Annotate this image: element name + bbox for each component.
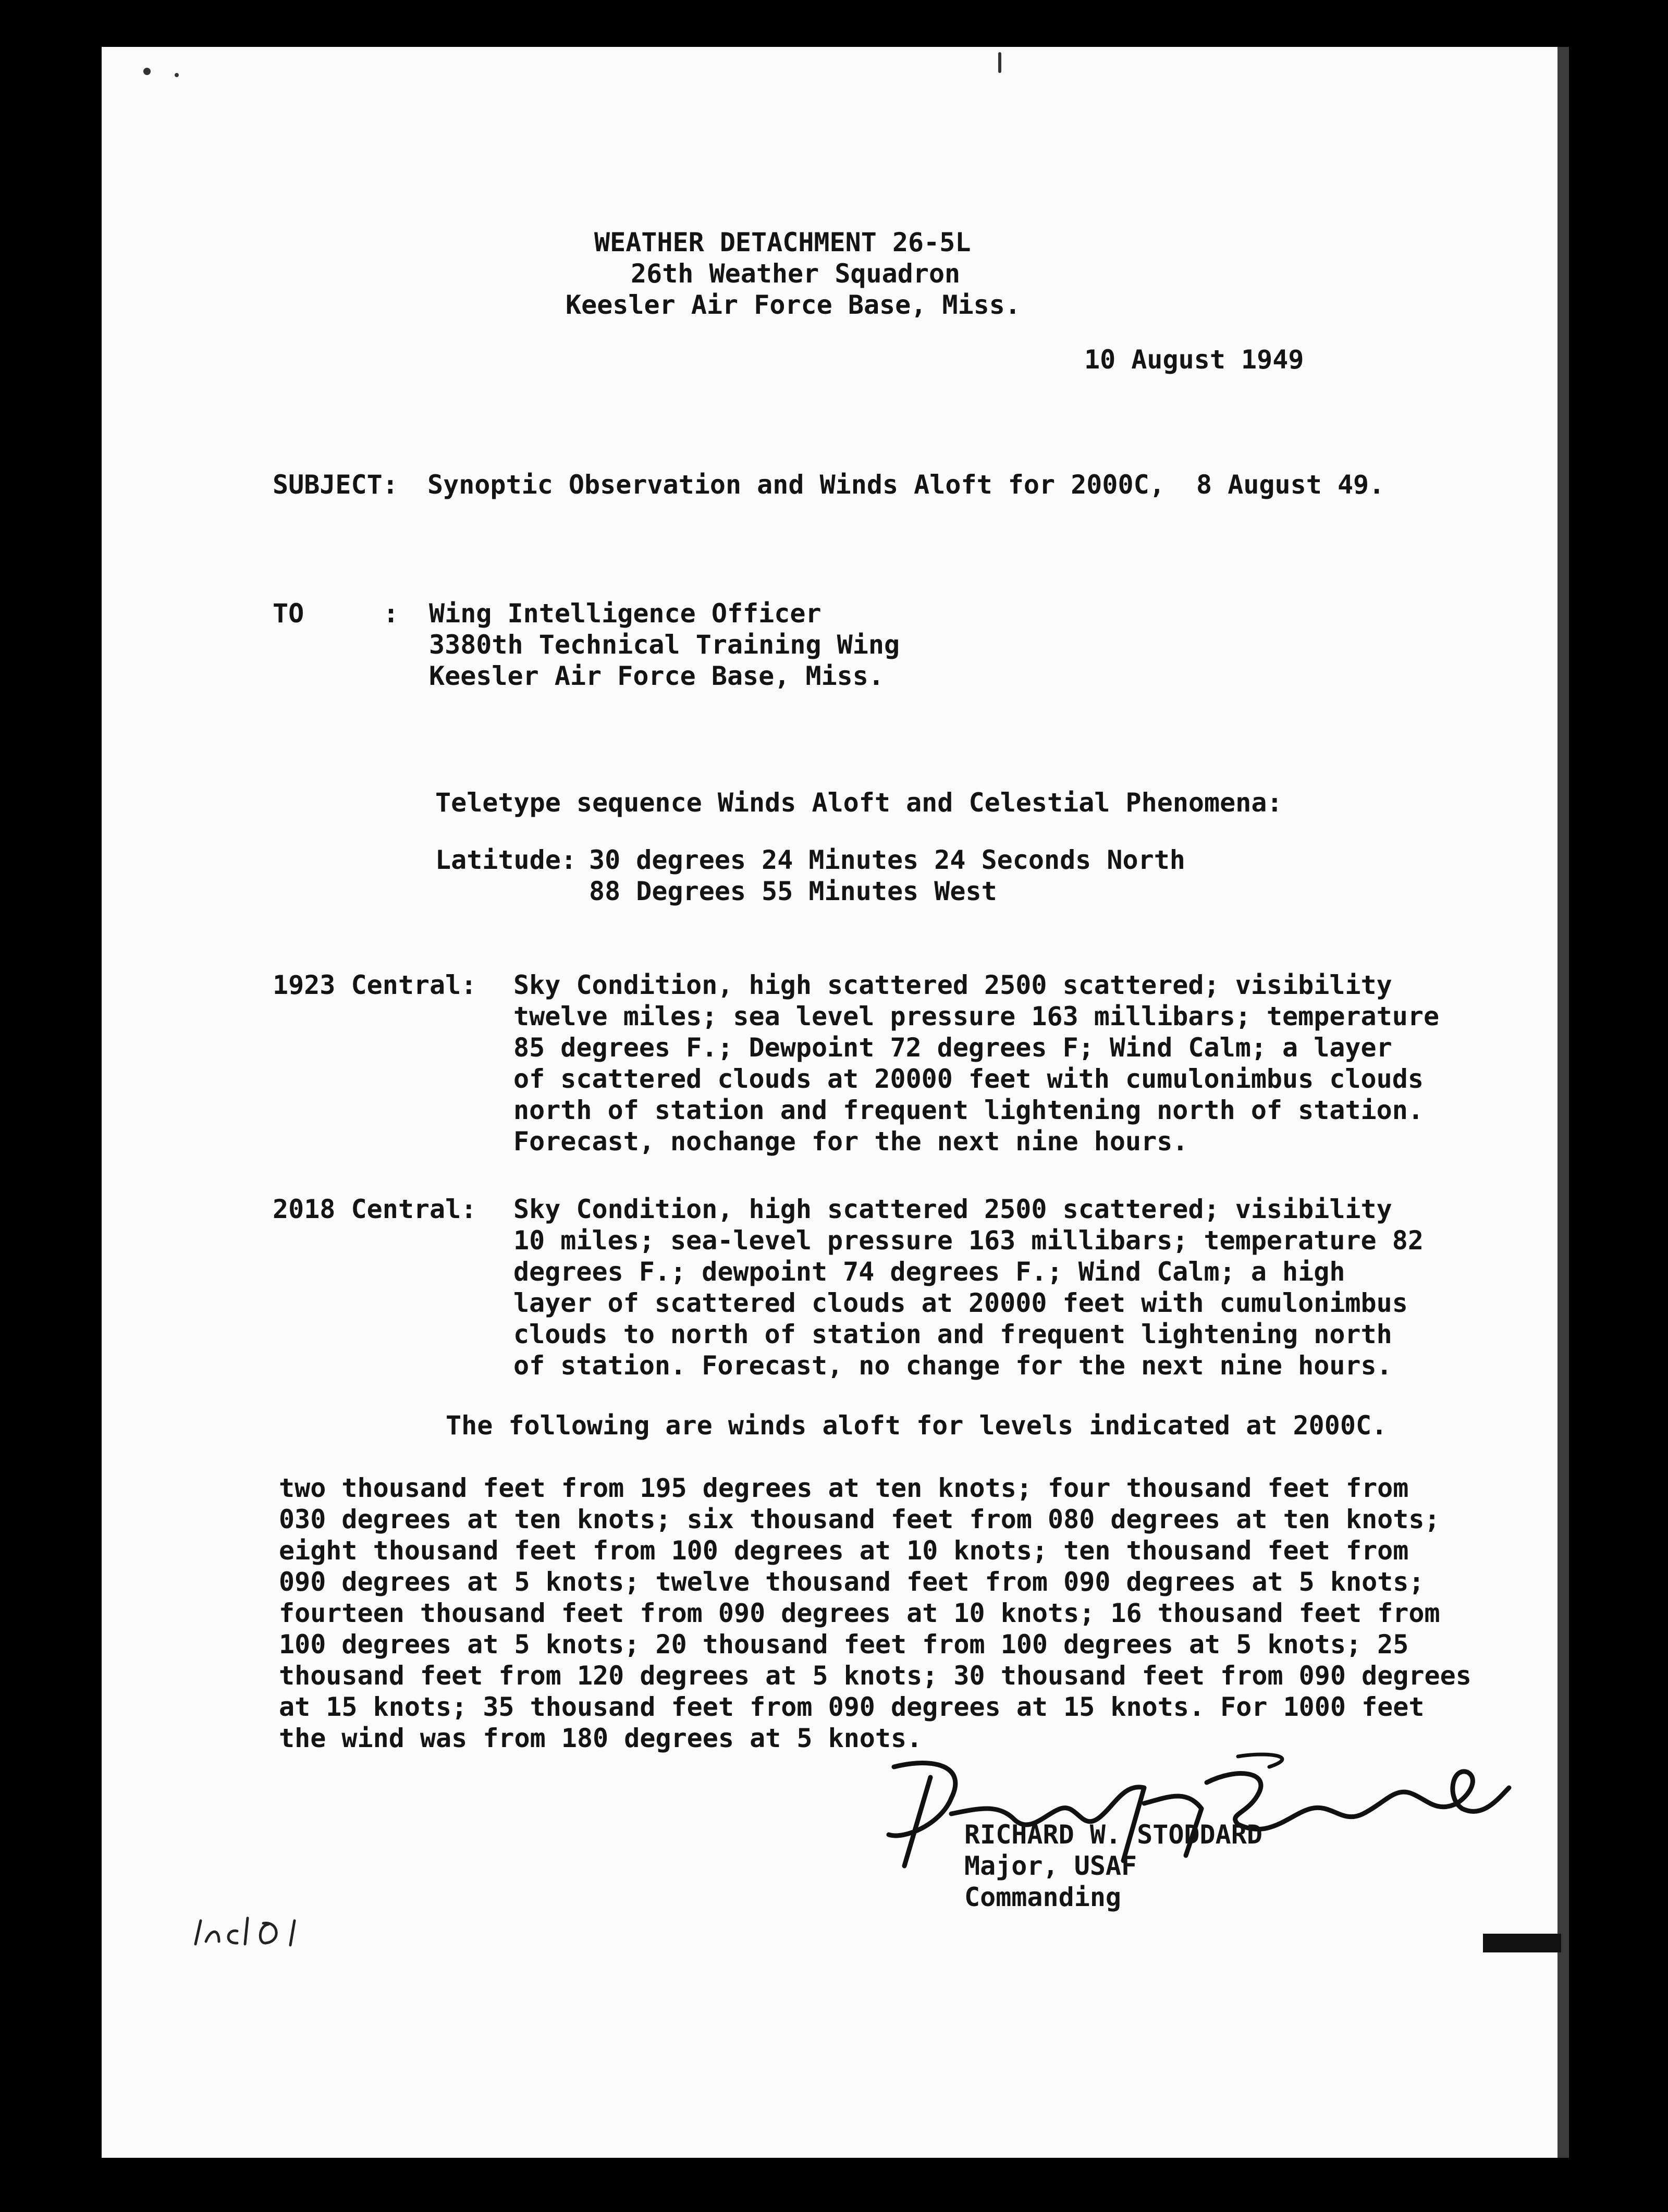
to-line: Keesler Air Force Base, Miss. <box>429 661 884 691</box>
letter-date: 10 August 1949 <box>1084 345 1304 375</box>
report-1923-line: 85 degrees F.; Dewpoint 72 degrees F; Wind Calm; a layer <box>513 1033 1392 1063</box>
signer-name: RICHARD W. STODDARD <box>964 1820 1262 1850</box>
ink-speck <box>143 68 151 75</box>
report-1923-line: north of station and frequent lightening north of station. <box>513 1095 1424 1125</box>
ink-speck <box>175 73 179 77</box>
ink-speck <box>998 52 1001 73</box>
to-label: TO <box>273 598 304 629</box>
winds-line: 030 degrees at ten knots; six thousand feet from 080 degrees at ten knots; <box>279 1504 1440 1534</box>
report-2018-line: Sky Condition, high scattered 2500 scattered; visibility <box>513 1194 1392 1224</box>
report-1923-line: of scattered clouds at 20000 feet with cumulonimbus clouds <box>513 1064 1424 1094</box>
report-1923-label: 1923 Central: <box>273 970 477 1000</box>
longitude-line: 88 Degrees 55 Minutes West <box>589 876 997 906</box>
page-edge-shadow <box>1557 47 1569 2158</box>
signer-title: Commanding <box>964 1882 1122 1912</box>
report-1923-line: Sky Condition, high scattered 2500 scattered; visibility <box>513 970 1392 1000</box>
report-1923-line: Forecast, nochange for the next nine hours. <box>513 1126 1188 1157</box>
margin-note-incl <box>190 1913 326 1955</box>
winds-line: at 15 knots; 35 thousand feet from 090 degrees at 15 knots. For 1000 feet <box>279 1692 1425 1722</box>
teletype-heading: Teletype sequence Winds Aloft and Celestial Phenomena: <box>435 788 1283 818</box>
letterhead-base: Keesler Air Force Base, Miss. <box>566 290 1021 320</box>
paper-clip-mark <box>1483 1934 1561 1952</box>
winds-line: 100 degrees at 5 knots; 20 thousand feet from 100 degrees at 5 knots; 25 <box>279 1629 1409 1660</box>
report-2018-line: layer of scattered clouds at 20000 feet with cumulonimbus <box>513 1288 1408 1318</box>
winds-line: the wind was from 180 degrees at 5 knots. <box>279 1723 923 1753</box>
report-2018-label: 2018 Central: <box>273 1194 477 1224</box>
to-line: 3380th Technical Training Wing <box>429 630 900 660</box>
report-2018-line: clouds to north of station and frequent lightening north <box>513 1319 1392 1349</box>
report-2018-line: of station. Forecast, no change for the next nine hours. <box>513 1350 1392 1381</box>
winds-intro: The following are winds aloft for levels indicated at 2000C. <box>446 1410 1388 1441</box>
letterhead-unit: WEATHER DETACHMENT 26-5L <box>594 227 971 257</box>
winds-line: 090 degrees at 5 knots; twelve thousand feet from 090 degrees at 5 knots; <box>279 1567 1425 1597</box>
signer-rank: Major, USAF <box>964 1851 1137 1881</box>
winds-line: two thousand feet from 195 degrees at ten knots; four thousand feet from <box>279 1473 1409 1503</box>
document-page <box>102 47 1569 2158</box>
report-2018-line: degrees F.; dewpoint 74 degrees F.; Wind Calm; a high <box>513 1257 1345 1287</box>
subject-text: Synoptic Observation and Winds Aloft for 2000C, 8 August 49. <box>427 470 1385 500</box>
subject-label: SUBJECT: <box>273 470 398 500</box>
report-2018-line: 10 miles; sea-level pressure 163 millibars; temperature 82 <box>513 1225 1424 1256</box>
latitude-label: Latitude: <box>435 845 577 875</box>
winds-line: eight thousand feet from 100 degrees at 10 knots; ten thousand feet from <box>279 1535 1409 1566</box>
winds-line: thousand feet from 120 degrees at 5 knots; 30 thousand feet from 090 degrees <box>279 1661 1471 1691</box>
to-colon: : <box>383 598 399 629</box>
winds-line: fourteen thousand feet from 090 degrees at 10 knots; 16 thousand feet from <box>279 1598 1440 1628</box>
letterhead-squadron: 26th Weather Squadron <box>631 259 961 289</box>
to-line: Wing Intelligence Officer <box>429 598 821 629</box>
latitude-line: 30 degrees 24 Minutes 24 Seconds North <box>589 845 1185 875</box>
report-1923-line: twelve miles; sea level pressure 163 millibars; temperature <box>513 1001 1440 1031</box>
